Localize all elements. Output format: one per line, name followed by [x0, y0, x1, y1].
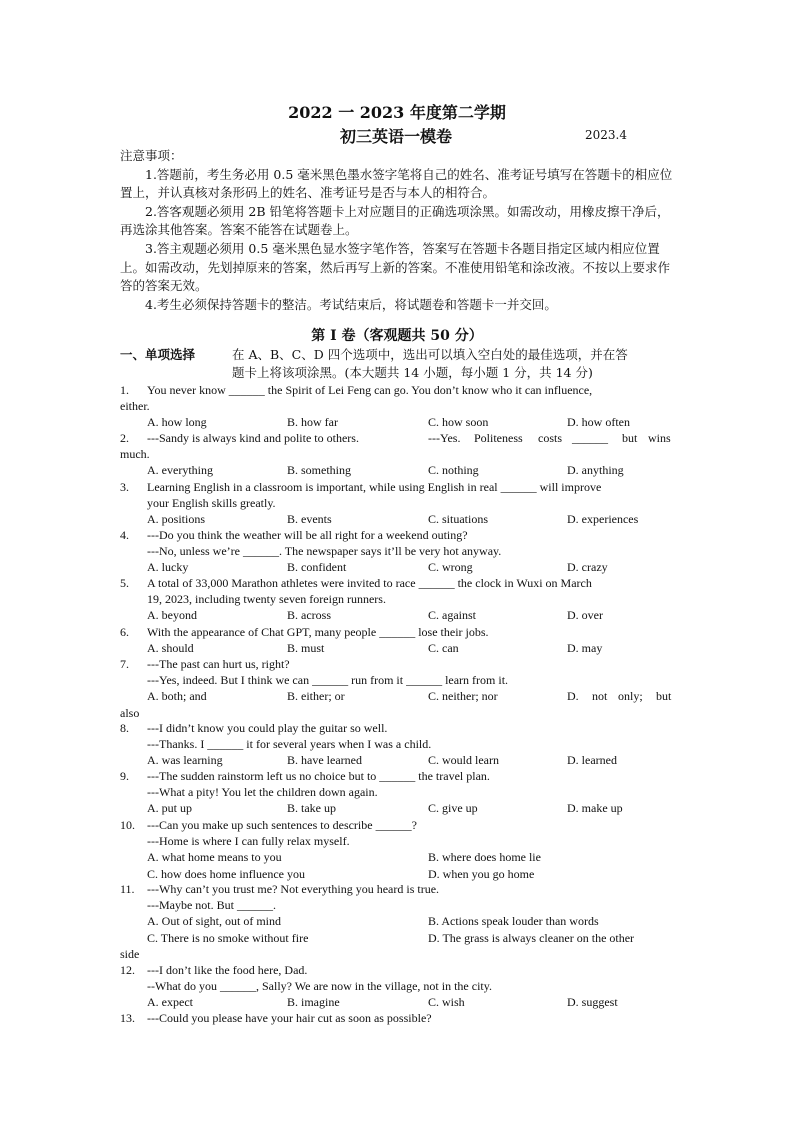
- option-b: B. either; or: [287, 689, 345, 704]
- option-a: A. both; and: [147, 689, 207, 704]
- option-d-cont: side: [120, 946, 140, 961]
- option-c: C. would learn: [428, 753, 499, 768]
- exam-subtitle: 初三英语一模卷: [340, 127, 453, 146]
- question-3: [0, 479, 794, 528]
- question-stem-part: Politeness: [474, 431, 523, 445]
- option-b: B. across: [287, 608, 331, 623]
- question-7: [0, 656, 794, 721]
- option-a: A. was learning: [147, 753, 223, 768]
- question-stem: ---Can you make up such sentences to describe ______?: [147, 818, 417, 832]
- option-d: D. suggest: [567, 995, 618, 1010]
- option-b: B. take up: [287, 801, 336, 816]
- option-d: D. experiences: [567, 512, 639, 527]
- option-c: C. There is no smoke without fire: [147, 930, 309, 945]
- question-stem-cont: ---Yes, indeed. But I think we can ______ run from it ______ learn from it.: [147, 673, 509, 688]
- option-d-part: not: [592, 689, 608, 704]
- question-stem: ---Why can’t you trust me? Not everything you heard is true.: [147, 882, 440, 896]
- option-b: B. events: [287, 512, 332, 527]
- question-stem: You never know ______ the Spirit of Lei Feng can go. You don’t know who it can influence,: [147, 383, 593, 397]
- question-number: 8.: [120, 721, 129, 735]
- option-d: D. crazy: [567, 560, 608, 575]
- question-number: 7.: [120, 657, 129, 671]
- notice-item: 4.考生必须保持答题卡的整洁。考试结束后，将试题卷和答题卡一并交回。: [145, 296, 557, 312]
- option-b: B. have learned: [287, 753, 362, 768]
- option-d: D.: [567, 689, 579, 704]
- question-5: [0, 575, 794, 624]
- question-stem: ---Could you please have your hair cut as soon as possible?: [147, 1011, 432, 1025]
- question-number: 4.: [120, 528, 129, 542]
- question-4: [0, 527, 794, 576]
- option-d-part: only;: [618, 689, 643, 704]
- option-d: D. when you go home: [428, 866, 535, 881]
- option-b: B. must: [287, 641, 325, 656]
- option-a: A. put up: [147, 801, 192, 816]
- question-stem-part: but: [622, 431, 638, 445]
- notice-block: [120, 147, 676, 314]
- option-d-cont: also: [120, 705, 140, 720]
- option-b: B. where does home lie: [428, 850, 541, 865]
- question-stem-part: costs: [538, 431, 562, 445]
- question-stem-part: ---Yes.: [428, 431, 461, 445]
- question-stem-cont: much.: [120, 447, 150, 462]
- option-d-part: but: [656, 689, 672, 704]
- notice-item: 1.答题前，考生务必用 0.5 毫米黑色墨水签字笔将自己的姓名、准考证号填写在答题卡的相应位置上，并认真核对条形码上的姓名、准考证号是否与本人的相符合。: [120, 166, 673, 201]
- section-title: 第 I 卷（客观题共 50 分）: [311, 328, 483, 344]
- option-a: A. should: [147, 641, 194, 656]
- exam-date: 2023.4: [585, 128, 627, 142]
- question-stem: ---I didn’t know you could play the guitar so well.: [147, 721, 388, 735]
- option-c: C. neither; nor: [428, 689, 498, 704]
- question-number: 13.: [120, 1011, 135, 1025]
- question-number: 10.: [120, 818, 135, 832]
- question-stem: ---Do you think the weather will be all right for a weekend outing?: [147, 528, 468, 542]
- option-b: B. something: [287, 463, 352, 478]
- question-stem-cont: --What do you ______, Sally? We are now in the village, not in the city.: [147, 979, 492, 994]
- question-stem-cont: ---Thanks. I ______ it for several years when I was a child.: [147, 737, 432, 752]
- question-number: 3.: [120, 480, 129, 494]
- option-a: A. what home means to you: [147, 850, 282, 865]
- question-stem-cont: either.: [120, 399, 150, 414]
- question-stem: ---The past can hurt us, right?: [147, 657, 290, 671]
- question-10: [0, 817, 794, 882]
- question-stem-cont: ---Maybe not. But ______.: [147, 898, 276, 913]
- part-instruction: 在 A、B、C、D 四个选项中，选出可以填入空白处的最佳选项，并在答: [232, 347, 628, 362]
- question-number: 11.: [120, 882, 135, 896]
- notice-item: 2.答客观题必须用 2B 铅笔将答题卡上对应题目的正确选项涂黑。如需改动，用橡皮擦干净后，再选涂其他答案。答案不能答在试题卷上。: [120, 203, 670, 238]
- question-1: [0, 382, 794, 431]
- option-a: A. everything: [147, 463, 213, 478]
- question-stem: A total of 33,000 Marathon athletes were invited to race ______ the clock in Wuxi on March: [147, 576, 592, 590]
- option-d: D. how often: [567, 415, 630, 430]
- option-c: C. wrong: [428, 560, 473, 575]
- question-9: [0, 768, 794, 817]
- option-d: D. may: [567, 641, 603, 656]
- notice-heading: 注意事项：: [120, 148, 183, 163]
- option-c: C. how does home influence you: [147, 866, 305, 881]
- option-c: C. give up: [428, 801, 478, 816]
- option-c: C. how soon: [428, 415, 489, 430]
- question-number: 5.: [120, 576, 129, 590]
- question-stem-cont: your English skills greatly.: [147, 496, 276, 511]
- option-a: A. lucky: [147, 560, 189, 575]
- option-a: A. positions: [147, 512, 206, 527]
- question-8: [0, 720, 794, 769]
- part-heading: [120, 346, 676, 382]
- option-b: B. confident: [287, 560, 347, 575]
- option-a: A. how long: [147, 415, 207, 430]
- question-number: 12.: [120, 963, 135, 977]
- option-b: B. imagine: [287, 995, 340, 1010]
- option-d: D. learned: [567, 753, 617, 768]
- question-number: 1.: [120, 383, 129, 397]
- question-stem: With the appearance of Chat GPT, many people ______ lose their jobs.: [147, 625, 489, 639]
- question-stem-cont: 19, 2023, including twenty seven foreign runners.: [147, 592, 386, 607]
- option-d: D. over: [567, 608, 603, 623]
- exam-title: 2022 一 2023 年度第二学期: [288, 103, 506, 122]
- question-number: 9.: [120, 769, 129, 783]
- question-stem: ---The sudden rainstorm left us no choice but to ______ the travel plan.: [147, 769, 490, 783]
- part-instruction-cont: 题卡上将该项涂黑。(本大题共 14 小题，每小题 1 分，共 14 分): [232, 365, 593, 380]
- question-stem-cont: ---Home is where I can fully relax myself.: [147, 834, 350, 849]
- question-stem-part: wins: [648, 431, 671, 445]
- option-d: D. anything: [567, 463, 624, 478]
- option-c: C. against: [428, 608, 476, 623]
- question-stem-part: ______: [572, 431, 608, 445]
- question-stem: ---Sandy is always kind and polite to others.: [147, 431, 359, 445]
- question-2: [0, 430, 794, 479]
- question-12: [0, 962, 794, 1011]
- question-stem-cont: ---What a pity! You let the children down again.: [147, 785, 378, 800]
- notice-item: 3.答主观题必须用 0.5 毫米黑色显水签字笔作答，答案写在答题卡各题目指定区域内相应位置上。如需改动，先划掉原来的答案，然后再写上新的答案。不准使用铅笔和涂改液。不按以上要求作答的答案无效。: [120, 240, 671, 294]
- option-c: C. situations: [428, 512, 489, 527]
- question-number: 2.: [120, 431, 129, 445]
- question-stem: ---I don’t like the food here, Dad.: [147, 963, 308, 977]
- option-c: C. nothing: [428, 463, 479, 478]
- option-d: D. make up: [567, 801, 623, 816]
- option-a: A. expect: [147, 995, 193, 1010]
- option-a: A. beyond: [147, 608, 197, 623]
- question-stem-cont: ---No, unless we’re ______. The newspaper says it’ll be very hot anyway.: [147, 544, 502, 559]
- question-6: [0, 624, 794, 656]
- option-b: B. Actions speak louder than words: [428, 914, 599, 929]
- option-c: C. can: [428, 641, 459, 656]
- option-a: A. Out of sight, out of mind: [147, 914, 281, 929]
- question-stem: Learning English in a classroom is important, while using English in real ______ will improve: [147, 480, 602, 494]
- option-b: B. how far: [287, 415, 338, 430]
- option-c: C. wish: [428, 995, 465, 1010]
- option-d: D. The grass is always cleaner on the other: [428, 930, 635, 945]
- question-11: [0, 881, 794, 962]
- question-13: [0, 1010, 794, 1026]
- part-label: 一、单项选择: [120, 347, 196, 362]
- question-number: 6.: [120, 625, 129, 639]
